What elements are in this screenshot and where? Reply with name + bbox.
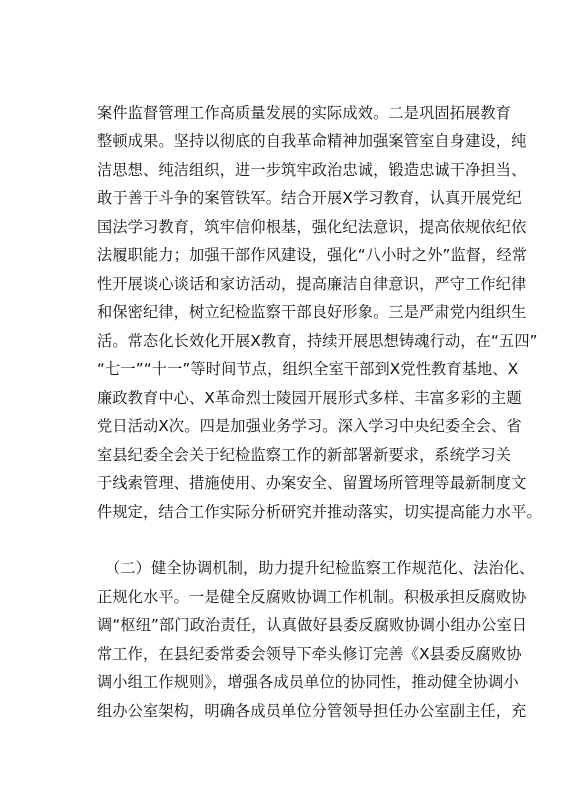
paragraph-1-line-11: 廉政教育中心、X革命烈士陵园开展形式多样、丰富多彩的主题 (97, 389, 522, 407)
paragraph-1-line-6: 法履职能力；加强干部作风建设，强化“八小时之外”监督，经常 (97, 246, 528, 264)
paragraph-1-line-7: 性开展谈心谈话和家访活动，提高廉洁自律意识，严守工作纪律 (97, 275, 527, 293)
paragraph-2-line-6: 组办公室架构，明确各成员单位分管领导担任办公室副主任，充 (97, 702, 527, 720)
paragraph-1-line-9: 活。常态化长效化开展X教育，持续开展思想铸魂行动，在“五四” (97, 332, 538, 350)
paragraph-1-line-2: 整顿成果。坚持以彻底的自我革命精神加强案管室自身建设，纯 (97, 132, 527, 150)
paragraph-1-line-14: 于线索管理、措施使用、办案安全、留置场所管理等最新制度文 (97, 474, 527, 492)
paragraph-1-line-8: 和保密纪律，树立纪检监察干部良好形象。三是严肃党内组织生 (97, 303, 527, 321)
paragraph-1-line-1: 案件监督管理工作高质量发展的实际成效。二是巩固拓展教育 (97, 104, 512, 122)
paragraph-2-line-3: 调“枢纽”部门政治责任，认真做好县委反腐败协调小组办公室日 (97, 616, 528, 634)
paragraph-1-line-5: 国法学习教育，筑牢信仰根基，强化纪法意识，提高依规依纪依 (97, 218, 527, 236)
paragraph-2-line-4: 常工作，在县纪委常委会领导下牵头修订完善《X县委反腐败协 (97, 645, 522, 663)
paragraph-1-line-15: 件规定，结合工作实际分析研究并推动落实，切实提高能力水平。 (97, 503, 542, 521)
paragraph-1-line-12: 党日活动X次。四是加强业务学习。深入学习中央纪委全会、省 (97, 417, 522, 435)
paragraph-1-line-4: 敢于善于斗争的案管铁军。结合开展X学习教育，认真开展党纪 (97, 189, 522, 207)
paragraph-1-line-13: 室县纪委全会关于纪检监察工作的新部署新要求，系统学习关 (97, 446, 512, 464)
paragraph-2-line-1: （二）健全协调机制，助力提升纪检监察工作规范化、法治化、 (105, 559, 535, 577)
paragraph-1-line-3: 洁思想、纯洁组织，进一步筑牢政治忠诚，锻造忠诚干净担当、 (97, 161, 527, 179)
paragraph-2-line-5: 调小组工作规则》，增强各成员单位的协同性，推动健全协调小 (97, 673, 519, 691)
paragraph-2-line-2: 正规化水平。一是健全反腐败协调工作机制。积极承担反腐败协 (97, 588, 527, 606)
paragraph-1-line-10: “七一”“十一”等时间节点，组织全室干部到X党性教育基地、X (97, 360, 519, 378)
